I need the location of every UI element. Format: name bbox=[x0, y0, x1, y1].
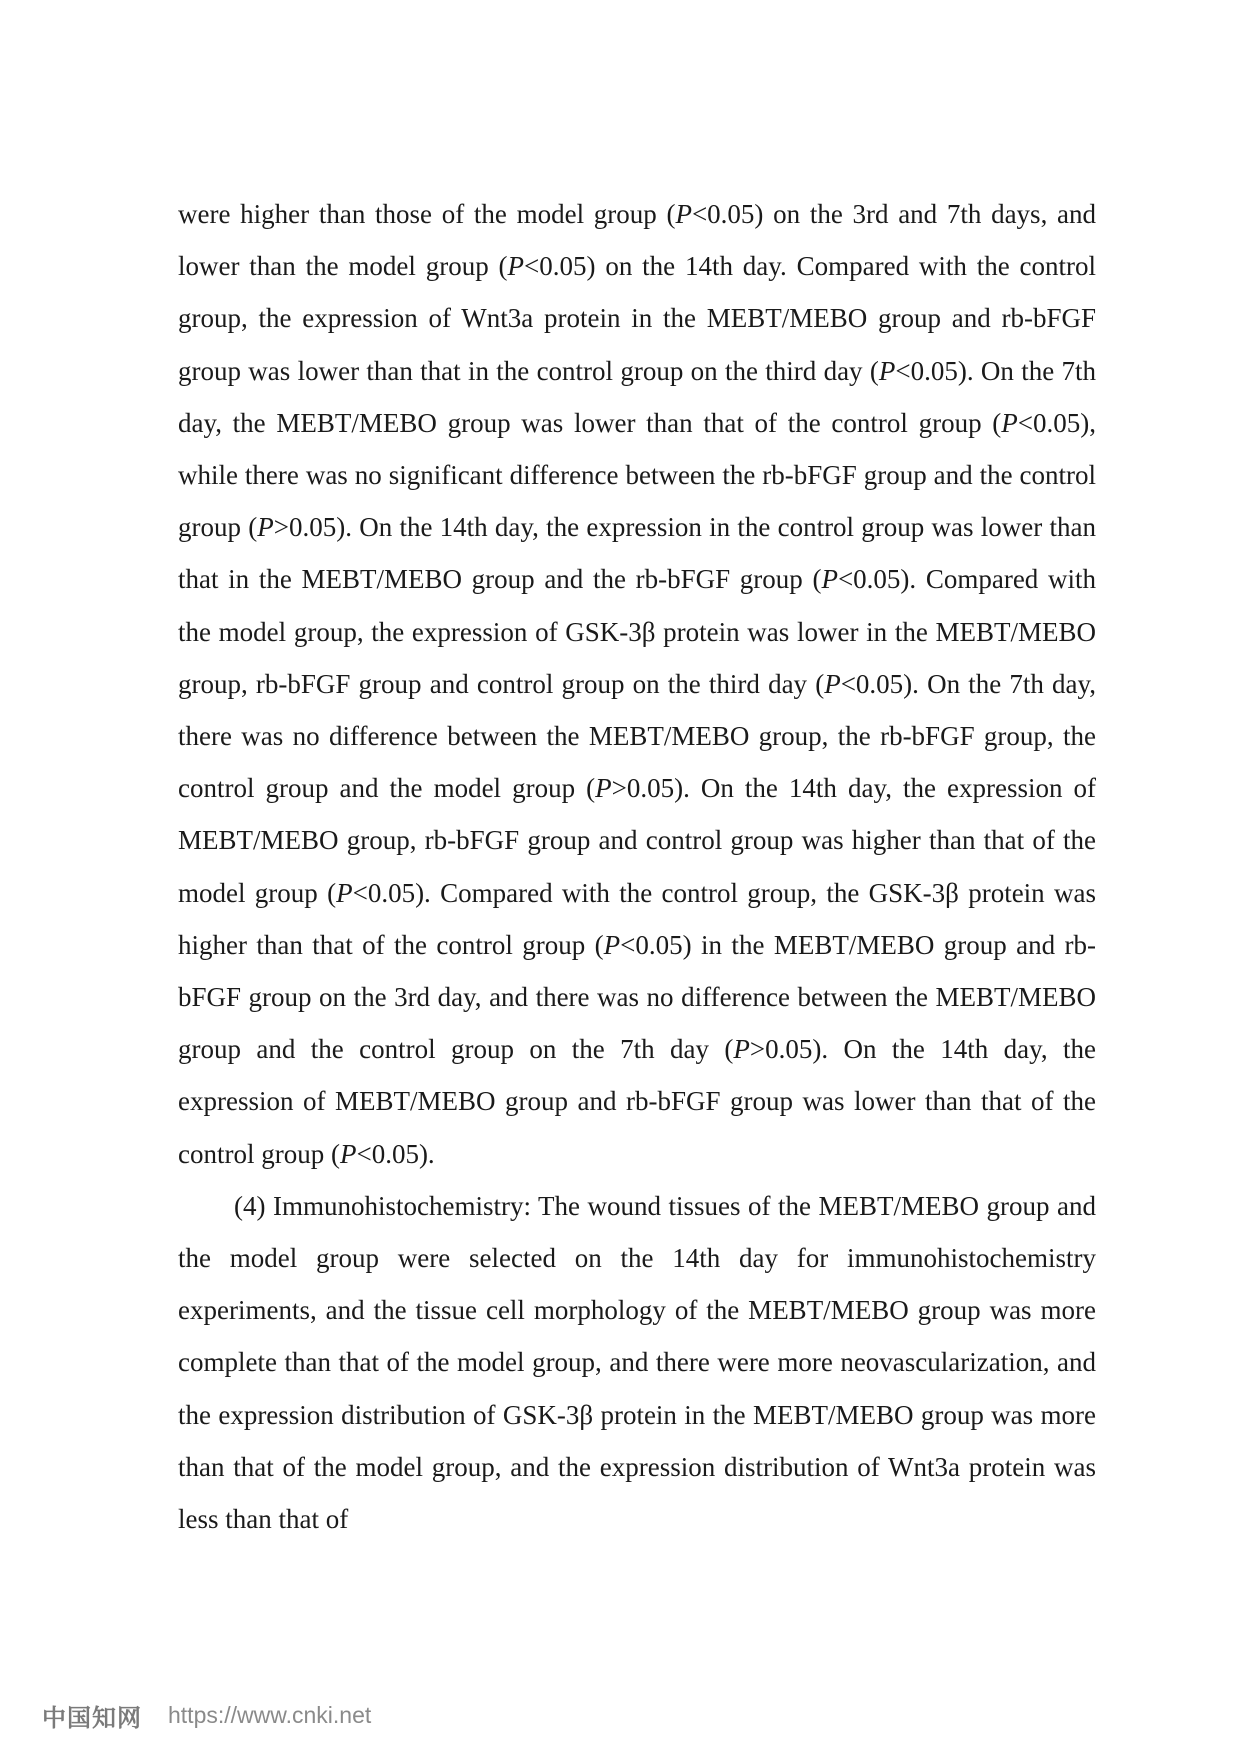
body-text bbox=[178, 188, 1096, 1545]
page-footer bbox=[42, 1698, 371, 1732]
footer-url[interactable]: https://www.cnki.net bbox=[168, 1701, 372, 1728]
paragraph-immunohistochemistry: (4) Immunohistochemistry: The wound tissues of the MEBT/MEBO group and the model group were selected on the 14th day for immunohistochemistry experiments, and the tissue cell morphology of the MEBT/MEBO group was more complete than that of the model group, and there were more neovascularization, and the expression distribution of GSK-3β protein in the MEBT/MEBO group was more than that of the model group, and the expression distribution of Wnt3a protein was less than that of bbox=[178, 1190, 1096, 1535]
cnki-logo: 中国知网 bbox=[42, 1704, 142, 1732]
paragraph-results-continued: were higher than those of the model group (P<0.05) on the 3rd and 7th days, and lower than the model group (P<0.05) on the 14th day. Compared with the control group, the expression of Wnt3a protein in the MEBT/MEBO group and rb-bFGF group was lower than that in the control group on the third day (P<0.05). On the 7th day, the MEBT/MEBO group was lower than that of the control group (P<0.05), while there was no significant difference between the rb-bFGF group and the control group (P>0.05). On the 14th day, the expression in the control group was lower than that in the MEBT/MEBO group and the rb-bFGF group (P<0.05). Compared with the model group, the expression of GSK-3β protein was lower in the MEBT/MEBO group, rb-bFGF group and control group on the third day (P<0.05). On the 7th day, there was no difference between the MEBT/MEBO group, the rb-bFGF group, the control group and the model group (P>0.05). On the 14th day, the expression of MEBT/MEBO group, rb-bFGF group and control group was higher than that of the model group (P<0.05). Compared with the control group, the GSK-3β protein was higher than that of the control group (P<0.05) in the MEBT/MEBO group and rb-bFGF group on the 3rd day, and there was no difference between the MEBT/MEBO group and the control group on the 7th day (P>0.05). On the 14th day, the expression of MEBT/MEBO group and rb-bFGF group was lower than that of the control group (P<0.05). bbox=[178, 199, 1097, 1169]
